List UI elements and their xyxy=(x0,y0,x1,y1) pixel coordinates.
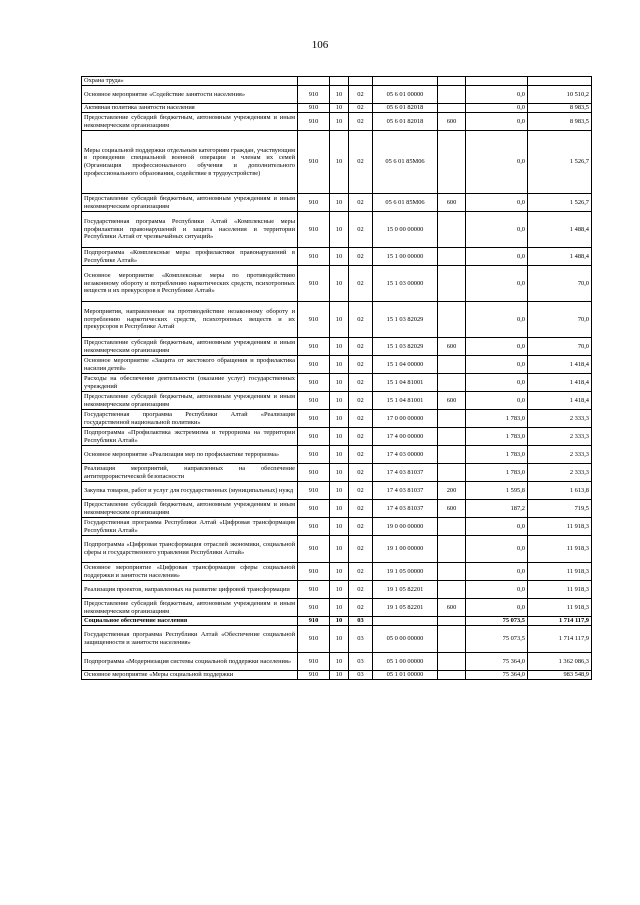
row-grbs: 910 xyxy=(298,356,330,374)
row-grbs: 910 xyxy=(298,302,330,338)
row-grbs: 910 xyxy=(298,464,330,482)
row-name: Меры социальной поддержки отдельным категориям граждан, участвующим в проведении специальной военной операции и членам их семей (Организация профессионального обучения и дополнительного профессионального образования, содействие в трудоустройстве) xyxy=(82,131,298,194)
table-row xyxy=(82,671,592,680)
row-pr: 02 xyxy=(349,581,373,599)
row-csr: 19 0 00 00000 xyxy=(373,518,438,536)
row-sum-2024: 1 783,0 xyxy=(466,446,528,464)
table-row xyxy=(82,104,592,113)
row-rz: 10 xyxy=(330,131,349,194)
row-name: Социальное обеспечение населения xyxy=(82,617,298,626)
row-grbs: 910 xyxy=(298,248,330,266)
row-name: Основное мероприятие «Защита от жестокого обращения и профилактика насилия детей» xyxy=(82,356,298,374)
row-rz: 10 xyxy=(330,302,349,338)
row-sum-2024: 0,0 xyxy=(466,113,528,131)
table-row xyxy=(82,446,592,464)
row-grbs: 910 xyxy=(298,338,330,356)
row-sum-2024: 0,0 xyxy=(466,131,528,194)
table-row xyxy=(82,302,592,338)
row-name: Предоставление субсидий бюджетным, автономным учреждениям и иным некоммерческим организациям xyxy=(82,113,298,131)
row-name: Реализация мероприятий, направленных на обеспечение антитеррористической безопасности xyxy=(82,464,298,482)
row-pr: 02 xyxy=(349,212,373,248)
row-grbs: 910 xyxy=(298,599,330,617)
row-rz: 10 xyxy=(330,374,349,392)
row-name: Государственная программа Республики Алтай «Цифровая трансформация Республики Алтай» xyxy=(82,518,298,536)
row-rz: 10 xyxy=(330,671,349,680)
row-sum-2024: 75 364,0 xyxy=(466,653,528,671)
row-sum-2024 xyxy=(466,77,528,86)
table-row xyxy=(82,536,592,563)
row-vr xyxy=(438,626,466,653)
row-name: Предоставление субсидий бюджетным, автономным учреждениям и иным некоммерческим организациям xyxy=(82,194,298,212)
table-row xyxy=(82,581,592,599)
row-grbs xyxy=(298,77,330,86)
row-grbs: 910 xyxy=(298,653,330,671)
row-pr: 02 xyxy=(349,338,373,356)
row-sum-2024: 1 783,0 xyxy=(466,428,528,446)
row-vr xyxy=(438,104,466,113)
page-number: 106 xyxy=(311,39,329,51)
row-vr xyxy=(438,428,466,446)
row-csr: 05 6 01 85M06 xyxy=(373,194,438,212)
row-rz: 10 xyxy=(330,536,349,563)
row-csr: 05 6 01 85M06 xyxy=(373,131,438,194)
row-sum-2025: 2 333,3 xyxy=(528,446,592,464)
row-pr: 02 xyxy=(349,518,373,536)
row-grbs: 910 xyxy=(298,374,330,392)
row-vr: 600 xyxy=(438,113,466,131)
table-row xyxy=(82,338,592,356)
row-pr: 03 xyxy=(349,653,373,671)
row-sum-2025: 1 488,4 xyxy=(528,248,592,266)
row-grbs: 910 xyxy=(298,212,330,248)
row-csr: 19 1 05 82201 xyxy=(373,599,438,617)
row-pr: 02 xyxy=(349,86,373,104)
row-vr xyxy=(438,671,466,680)
row-vr: 600 xyxy=(438,338,466,356)
row-csr: 15 1 03 00000 xyxy=(373,266,438,302)
row-vr xyxy=(438,536,466,563)
row-sum-2025: 8 983,5 xyxy=(528,113,592,131)
row-grbs: 910 xyxy=(298,536,330,563)
row-grbs: 910 xyxy=(298,131,330,194)
row-sum-2025: 1 526,7 xyxy=(528,131,592,194)
row-vr: 600 xyxy=(438,194,466,212)
row-sum-2024: 187,2 xyxy=(466,500,528,518)
row-pr: 02 xyxy=(349,482,373,500)
row-csr: 15 1 04 00000 xyxy=(373,356,438,374)
row-grbs: 910 xyxy=(298,410,330,428)
row-sum-2024: 0,0 xyxy=(466,248,528,266)
row-sum-2025: 11 918,3 xyxy=(528,581,592,599)
row-name: Подпрограмма «Профилактика экстремизма и терроризма на территории Республики Алтай» xyxy=(82,428,298,446)
row-grbs: 910 xyxy=(298,428,330,446)
row-csr: 05 1 00 00000 xyxy=(373,653,438,671)
row-name: Мероприятия, направленные на противодействие незаконному обороту и потреблению наркотических средств, психотропных веществ и их прекурсоров в Республике Алтай xyxy=(82,302,298,338)
row-pr: 02 xyxy=(349,194,373,212)
row-sum-2025: 70,0 xyxy=(528,266,592,302)
row-pr xyxy=(349,77,373,86)
row-sum-2024: 1 783,0 xyxy=(466,410,528,428)
row-name: Подпрограмма «Комплексные меры профилактики правонарушений в Республике Алтай» xyxy=(82,248,298,266)
table-row xyxy=(82,464,592,482)
row-sum-2024: 0,0 xyxy=(466,266,528,302)
row-rz: 10 xyxy=(330,266,349,302)
row-vr: 600 xyxy=(438,500,466,518)
row-name: Предоставление субсидий бюджетным, автономным учреждениям и иным некоммерческим организациям xyxy=(82,338,298,356)
row-pr: 02 xyxy=(349,248,373,266)
row-rz: 10 xyxy=(330,599,349,617)
row-csr: 15 1 03 82029 xyxy=(373,338,438,356)
row-vr xyxy=(438,86,466,104)
row-pr: 02 xyxy=(349,446,373,464)
row-sum-2025: 1 488,4 xyxy=(528,212,592,248)
row-name: Основное мероприятие «Цифровая трансформация сферы социальной поддержки и занятости населения» xyxy=(82,563,298,581)
row-csr: 19 1 05 82201 xyxy=(373,581,438,599)
row-sum-2024: 0,0 xyxy=(466,536,528,563)
row-rz: 10 xyxy=(330,410,349,428)
row-vr: 600 xyxy=(438,392,466,410)
row-sum-2025: 1 418,4 xyxy=(528,374,592,392)
row-name: Основное мероприятие «Содействие занятости населения» xyxy=(82,86,298,104)
row-rz: 10 xyxy=(330,212,349,248)
row-rz: 10 xyxy=(330,86,349,104)
row-sum-2024: 0,0 xyxy=(466,563,528,581)
row-csr: 17 4 03 81037 xyxy=(373,482,438,500)
table-row xyxy=(82,212,592,248)
row-name: Реализация проектов, направленных на развитие цифровой трансформации xyxy=(82,581,298,599)
row-csr: 15 1 04 81001 xyxy=(373,374,438,392)
table-row xyxy=(82,563,592,581)
row-name: Подпрограмма «Модернизация системы социальной поддержки населения» xyxy=(82,653,298,671)
row-rz: 10 xyxy=(330,500,349,518)
table-row xyxy=(82,392,592,410)
row-grbs: 910 xyxy=(298,482,330,500)
table-row xyxy=(82,617,592,626)
row-sum-2025: 11 918,3 xyxy=(528,518,592,536)
row-name: Государственная программа Республики Алтай «Комплексные меры профилактики правонарушений и защита населения и территории Республики Алтай от чрезвычайных ситуаций» xyxy=(82,212,298,248)
row-sum-2024: 0,0 xyxy=(466,302,528,338)
row-rz: 10 xyxy=(330,653,349,671)
row-csr: 05 6 01 82018 xyxy=(373,104,438,113)
row-pr: 02 xyxy=(349,266,373,302)
table-row xyxy=(82,374,592,392)
row-sum-2025: 8 983,5 xyxy=(528,104,592,113)
row-grbs: 910 xyxy=(298,581,330,599)
row-vr xyxy=(438,248,466,266)
row-sum-2024: 0,0 xyxy=(466,338,528,356)
row-name: Основное мероприятие «Меры социальной поддержки xyxy=(82,671,298,680)
row-csr: 15 1 04 81001 xyxy=(373,392,438,410)
row-pr: 02 xyxy=(349,302,373,338)
row-pr: 02 xyxy=(349,374,373,392)
row-vr xyxy=(438,653,466,671)
row-grbs: 910 xyxy=(298,392,330,410)
row-name: Расходы на обеспечение деятельности (оказание услуг) государственных учреждений xyxy=(82,374,298,392)
row-sum-2025: 719,5 xyxy=(528,500,592,518)
row-csr: 15 0 00 00000 xyxy=(373,212,438,248)
row-sum-2024: 0,0 xyxy=(466,104,528,113)
row-pr: 02 xyxy=(349,428,373,446)
row-sum-2025: 1 526,7 xyxy=(528,194,592,212)
row-vr xyxy=(438,446,466,464)
row-pr: 02 xyxy=(349,113,373,131)
row-sum-2025: 983 548,9 xyxy=(528,671,592,680)
row-grbs: 910 xyxy=(298,194,330,212)
row-grbs: 910 xyxy=(298,626,330,653)
row-pr: 02 xyxy=(349,563,373,581)
row-sum-2025: 1 714 117,9 xyxy=(528,617,592,626)
row-sum-2024: 1 595,8 xyxy=(466,482,528,500)
row-sum-2025: 11 918,3 xyxy=(528,599,592,617)
row-sum-2025: 1 613,8 xyxy=(528,482,592,500)
row-name: Активная политика занятости населения xyxy=(82,104,298,113)
row-rz: 10 xyxy=(330,464,349,482)
row-pr: 03 xyxy=(349,671,373,680)
row-vr xyxy=(438,518,466,536)
row-csr: 05 1 01 00000 xyxy=(373,671,438,680)
row-name: Предоставление субсидий бюджетным, автономным учреждениям и иным некоммерческим организациям xyxy=(82,599,298,617)
row-sum-2025: 11 918,3 xyxy=(528,536,592,563)
row-sum-2024: 0,0 xyxy=(466,356,528,374)
row-vr xyxy=(438,302,466,338)
row-name: Предоставление субсидий бюджетным, автономным учреждениям и иным некоммерческим организациям xyxy=(82,500,298,518)
row-grbs: 910 xyxy=(298,671,330,680)
row-grbs: 910 xyxy=(298,563,330,581)
row-vr xyxy=(438,464,466,482)
row-sum-2024: 75 073,5 xyxy=(466,617,528,626)
row-sum-2025: 1 362 086,3 xyxy=(528,653,592,671)
row-rz: 10 xyxy=(330,482,349,500)
table-row xyxy=(82,518,592,536)
row-csr: 17 4 03 00000 xyxy=(373,446,438,464)
row-vr: 200 xyxy=(438,482,466,500)
row-csr: 05 6 01 00000 xyxy=(373,86,438,104)
row-vr xyxy=(438,374,466,392)
row-rz: 10 xyxy=(330,113,349,131)
row-rz: 10 xyxy=(330,194,349,212)
row-vr xyxy=(438,212,466,248)
row-sum-2025: 70,0 xyxy=(528,302,592,338)
row-grbs: 910 xyxy=(298,266,330,302)
table-row xyxy=(82,266,592,302)
row-rz: 10 xyxy=(330,428,349,446)
row-pr: 02 xyxy=(349,536,373,563)
row-grbs: 910 xyxy=(298,104,330,113)
table-body xyxy=(82,77,592,680)
table-row xyxy=(82,500,592,518)
row-sum-2024: 0,0 xyxy=(466,599,528,617)
row-rz xyxy=(330,77,349,86)
row-sum-2025: 70,0 xyxy=(528,338,592,356)
row-pr: 02 xyxy=(349,599,373,617)
row-csr: 17 0 00 00000 xyxy=(373,410,438,428)
row-sum-2025: 1 418,4 xyxy=(528,392,592,410)
row-vr xyxy=(438,131,466,194)
row-name: Подпрограмма «Цифровая трансформация отраслей экономики, социальной сферы и государственного управления Республики Алтай» xyxy=(82,536,298,563)
table-row xyxy=(82,599,592,617)
row-sum-2025: 11 918,3 xyxy=(528,563,592,581)
row-name: Закупка товаров, работ и услуг для государственных (муниципальных) нужд xyxy=(82,482,298,500)
row-pr: 02 xyxy=(349,392,373,410)
row-name: Основное мероприятие «Комплексные меры по противодействию незаконному обороту и потреблению наркотических средств, психотропных веществ и их прекурсоров в Республике Алтай» xyxy=(82,266,298,302)
table-row xyxy=(82,410,592,428)
row-rz: 10 xyxy=(330,356,349,374)
table-row xyxy=(82,86,592,104)
row-sum-2025: 1 418,4 xyxy=(528,356,592,374)
table-row xyxy=(82,77,592,86)
budget-table xyxy=(81,76,592,680)
row-grbs: 910 xyxy=(298,446,330,464)
row-csr: 15 1 03 82029 xyxy=(373,302,438,338)
row-grbs: 910 xyxy=(298,500,330,518)
row-grbs: 910 xyxy=(298,86,330,104)
row-sum-2025: 2 333,3 xyxy=(528,464,592,482)
row-sum-2024: 0,0 xyxy=(466,374,528,392)
row-name: Государственная программа Республики Алтай «Обеспечение социальной защищенности и занятости населения» xyxy=(82,626,298,653)
row-rz: 10 xyxy=(330,518,349,536)
row-vr: 600 xyxy=(438,599,466,617)
row-pr: 02 xyxy=(349,464,373,482)
row-grbs: 910 xyxy=(298,518,330,536)
table-row xyxy=(82,482,592,500)
row-vr xyxy=(438,77,466,86)
row-rz: 10 xyxy=(330,392,349,410)
row-sum-2024: 1 783,0 xyxy=(466,464,528,482)
row-sum-2025 xyxy=(528,77,592,86)
row-name: Государственная программа Республики Алтай «Реализация государственной национальной политики» xyxy=(82,410,298,428)
row-sum-2024: 0,0 xyxy=(466,86,528,104)
row-vr xyxy=(438,563,466,581)
row-csr: 15 1 00 00000 xyxy=(373,248,438,266)
table-row xyxy=(82,131,592,194)
row-vr xyxy=(438,266,466,302)
row-grbs: 910 xyxy=(298,113,330,131)
row-sum-2024: 0,0 xyxy=(466,212,528,248)
row-csr: 19 1 00 00000 xyxy=(373,536,438,563)
row-rz: 10 xyxy=(330,248,349,266)
row-sum-2024: 0,0 xyxy=(466,194,528,212)
row-sum-2024: 75 364,0 xyxy=(466,671,528,680)
row-csr: 17 4 00 00000 xyxy=(373,428,438,446)
row-vr xyxy=(438,356,466,374)
row-rz: 10 xyxy=(330,581,349,599)
table-row xyxy=(82,194,592,212)
row-csr: 05 0 00 00000 xyxy=(373,626,438,653)
table-row xyxy=(82,113,592,131)
row-grbs: 910 xyxy=(298,617,330,626)
row-name: Предоставление субсидий бюджетным, автономным учреждениям и иным некоммерческим организациям xyxy=(82,392,298,410)
row-csr: 17 4 03 81037 xyxy=(373,464,438,482)
row-vr xyxy=(438,617,466,626)
row-pr: 02 xyxy=(349,410,373,428)
row-sum-2024: 0,0 xyxy=(466,392,528,410)
row-rz: 10 xyxy=(330,446,349,464)
row-sum-2025: 1 714 117,9 xyxy=(528,626,592,653)
table-row xyxy=(82,248,592,266)
table-row xyxy=(82,626,592,653)
table-row xyxy=(82,653,592,671)
row-pr: 02 xyxy=(349,500,373,518)
row-vr xyxy=(438,581,466,599)
row-rz: 10 xyxy=(330,104,349,113)
row-rz: 10 xyxy=(330,338,349,356)
row-name: Основное мероприятие «Реализация мер по профилактике терроризма» xyxy=(82,446,298,464)
row-sum-2025: 2 333,3 xyxy=(528,410,592,428)
row-csr: 05 6 01 82018 xyxy=(373,113,438,131)
row-sum-2024: 75 073,5 xyxy=(466,626,528,653)
row-rz: 10 xyxy=(330,617,349,626)
row-rz: 10 xyxy=(330,563,349,581)
row-sum-2025: 10 510,2 xyxy=(528,86,592,104)
row-pr: 02 xyxy=(349,356,373,374)
row-sum-2024: 0,0 xyxy=(466,518,528,536)
table-row xyxy=(82,428,592,446)
row-sum-2024: 0,0 xyxy=(466,581,528,599)
row-rz: 10 xyxy=(330,626,349,653)
row-csr: 19 1 05 00000 xyxy=(373,563,438,581)
row-sum-2025: 2 333,3 xyxy=(528,428,592,446)
row-pr: 03 xyxy=(349,617,373,626)
row-name: Охрана труда» xyxy=(82,77,298,86)
row-csr: 17 4 03 81037 xyxy=(373,500,438,518)
row-pr: 02 xyxy=(349,131,373,194)
row-pr: 02 xyxy=(349,104,373,113)
row-vr xyxy=(438,410,466,428)
row-csr xyxy=(373,77,438,86)
table-row xyxy=(82,356,592,374)
row-csr xyxy=(373,617,438,626)
row-pr: 03 xyxy=(349,626,373,653)
